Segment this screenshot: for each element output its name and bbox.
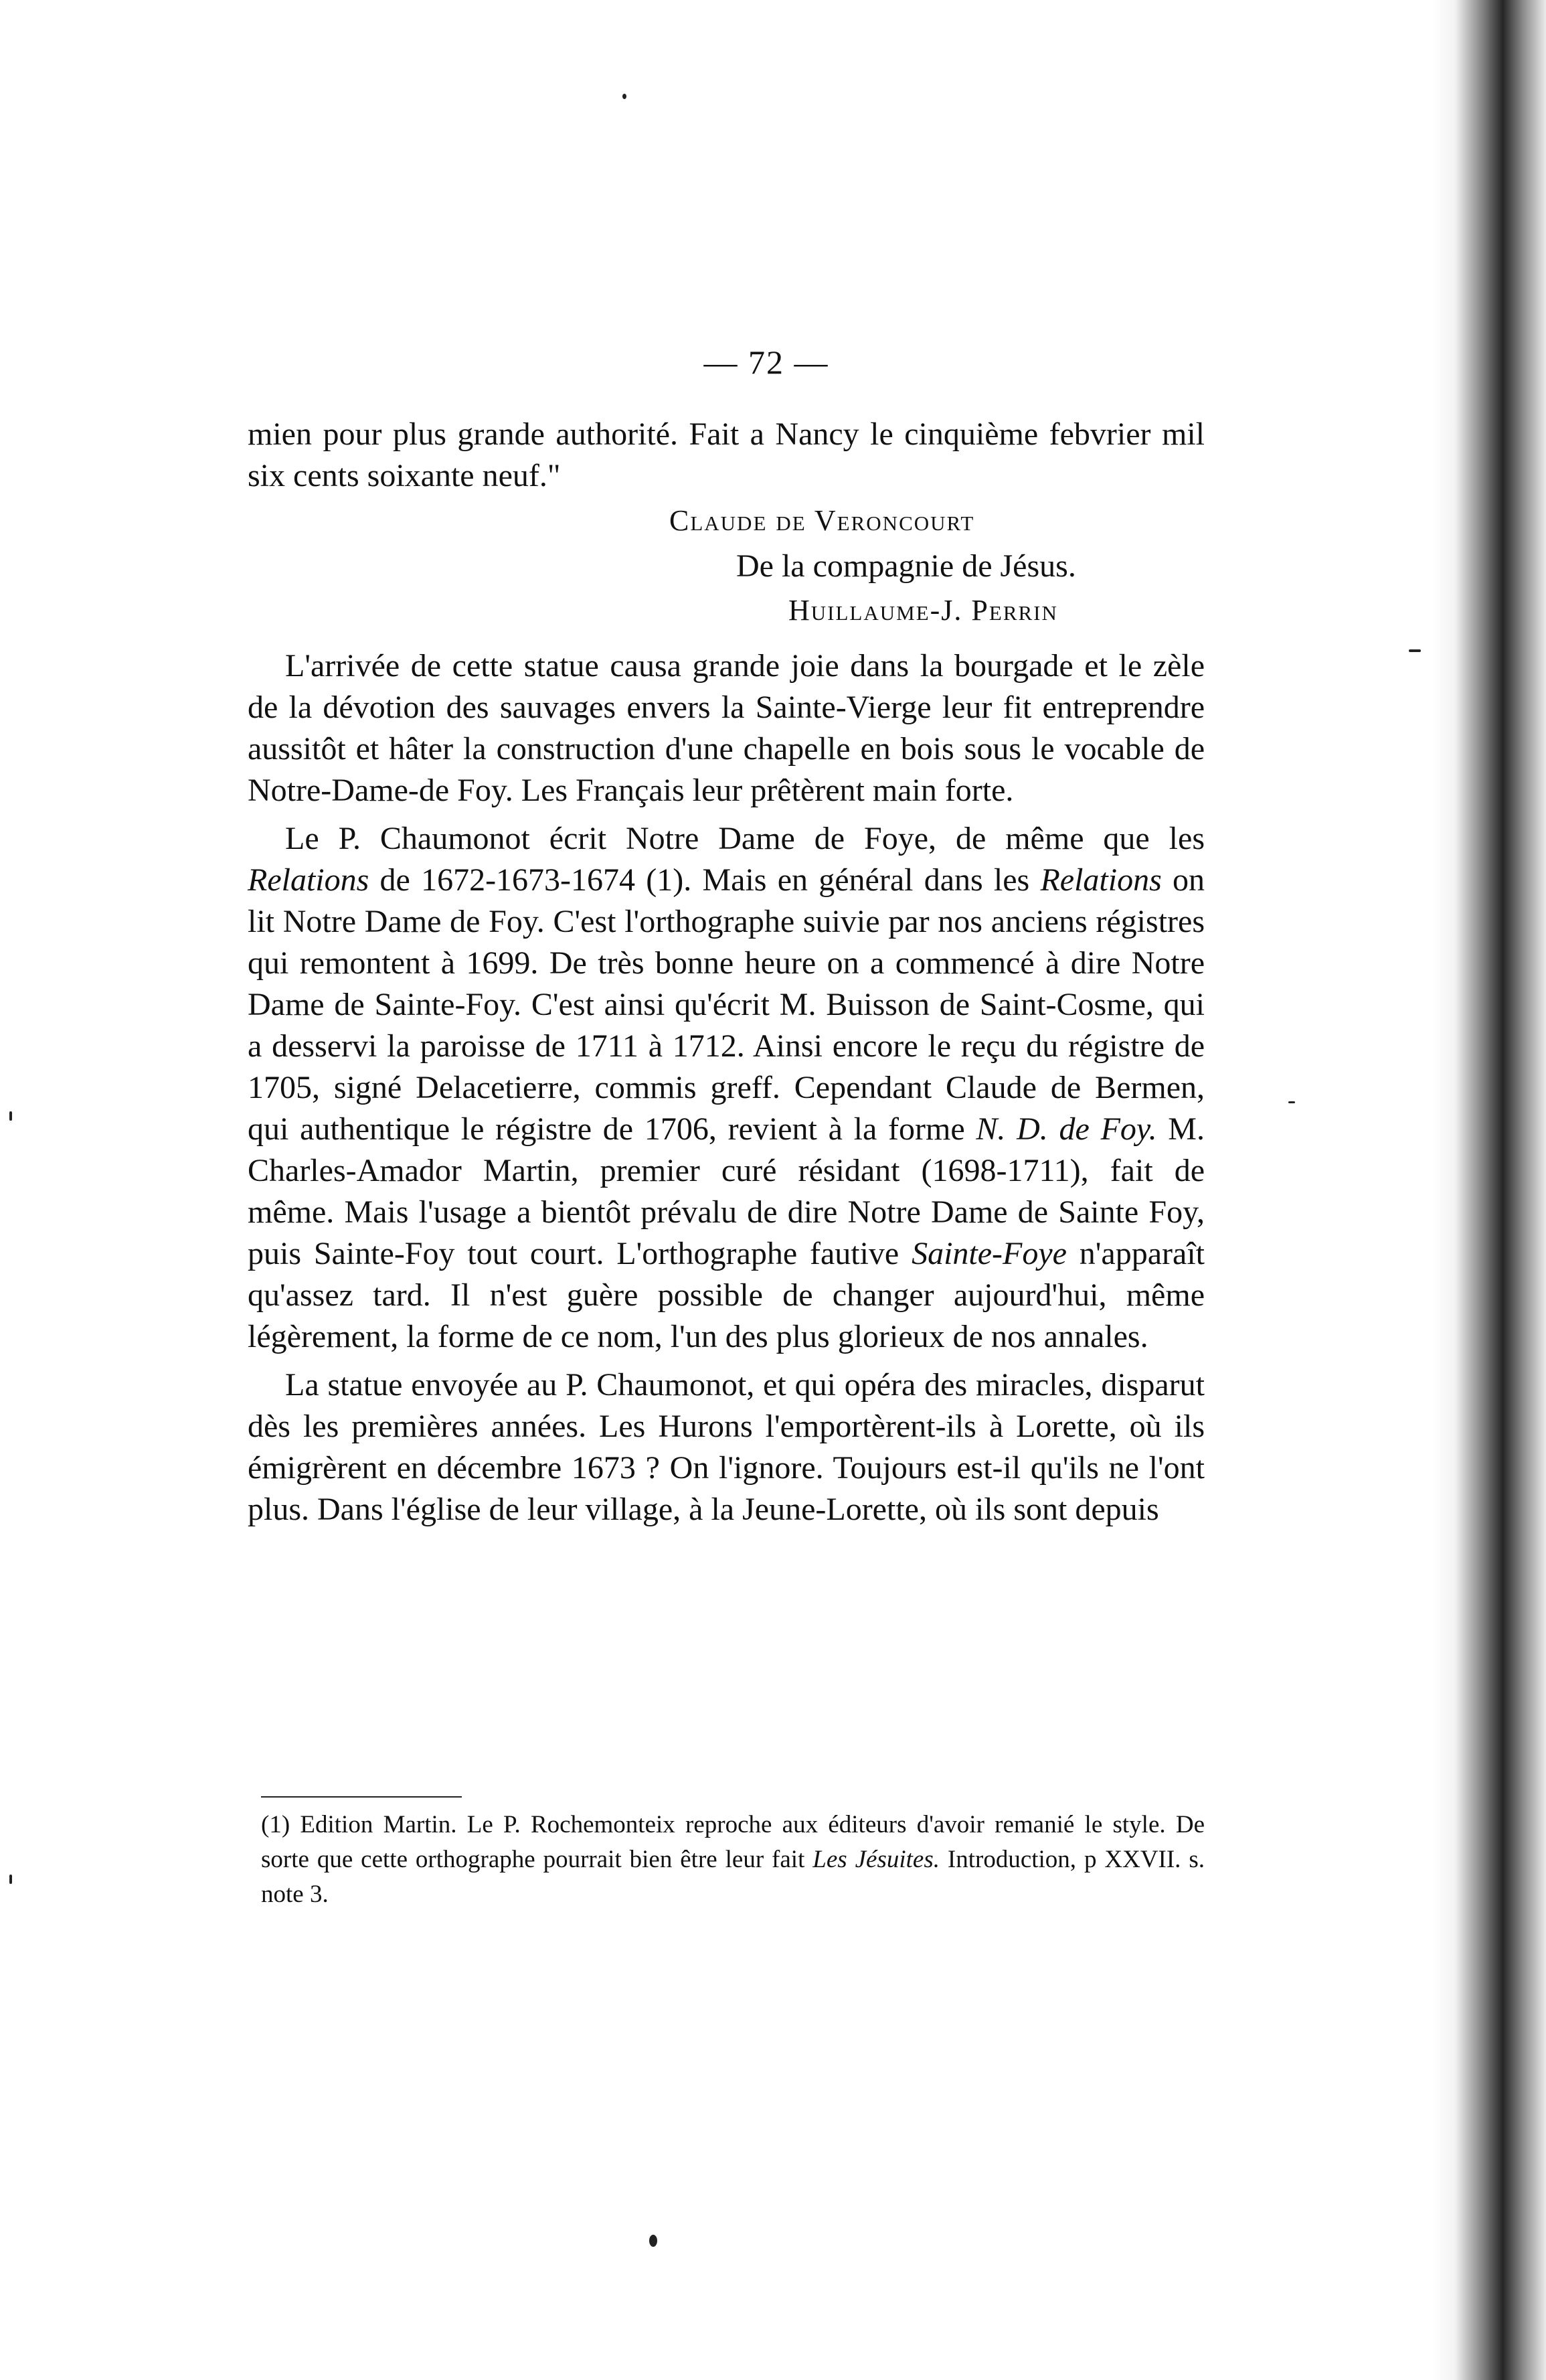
intro-block bbox=[248, 414, 1205, 497]
footnote-text-a: (1) Edition Martin. Le P. Rochemonteix reproche aux éditeurs d'avoir remanié le style. De sorte que cette orthographe pourrait bien être leur fait bbox=[261, 1811, 1205, 1873]
signature-name-2: Huillaume-J. Perrin bbox=[788, 594, 1058, 627]
paragraph-2-text-a: Le P. Chaumonot écrit Notre Dame de Foye, de même que les bbox=[285, 821, 1205, 856]
paragraph-3: La statue envoyée au P. Chaumonot, et qui opéra des miracles, disparut dès les premières années. Les Hurons l'emportèrent-ils à Lorette, où ils émigrèrent en décembre 1673 ? On l'ignore. Toujours est-il qu'ils ne l'ont plus. Dans l'église de leur village, à la Jeune-Lorette, où ils sont depuis bbox=[248, 1367, 1205, 1527]
scan-speck bbox=[649, 2235, 657, 2247]
scan-speck bbox=[1409, 649, 1421, 652]
scan-speck bbox=[9, 1111, 12, 1121]
scan-speck bbox=[622, 94, 626, 99]
scan-speck bbox=[9, 1875, 12, 1884]
paragraph-2-text-d: M. Charles-Amador Martin, premier curé résidant (1698-1711), fait de même. Mais l'usage a bientôt prévalu de dire Notre Dame de Sainte Foy, puis Sainte-Foy tout court. L'orthographe fautive bbox=[248, 1111, 1205, 1271]
paragraph-1: L'arrivée de cette statue causa grande joie dans la bourgade et le zèle de la dévotion des sauvages envers la Sainte-Vierge leur fit entreprendre aussitôt et hâter la construction d'une chapelle en bois sous le vocable de Notre-Dame-de Foy. Les Français leur prêtèrent main forte. bbox=[248, 648, 1205, 808]
page-number: — 72 — bbox=[703, 343, 829, 381]
body-text bbox=[248, 645, 1205, 1530]
paragraph-2-text-e: n'apparaît qu'assez tard. Il n'est guère possible de changer aujourd'hui, même légèrement, la forme de ce nom, l'un des plus glorieux de nos annales. bbox=[248, 1236, 1205, 1354]
relations-title-2: Relations bbox=[1040, 862, 1162, 898]
nd-de-foy-form: N. D. de Foy. bbox=[976, 1111, 1157, 1147]
paragraph-2-text-b: de 1672-1673-1674 (1). Mais en général dans les bbox=[369, 862, 1041, 898]
paragraph-2 bbox=[248, 818, 1205, 1358]
footnote bbox=[261, 1808, 1205, 1912]
relations-title-1: Relations bbox=[248, 862, 369, 898]
paragraph-2-text-c: on lit Notre Dame de Foy. C'est l'orthographe suivie par nos anciens régistres qui remontent à 1699. De très bonne heure on a commencé à dire Notre Dame de Sainte-Foy. C'est ainsi qu'écrit M. Buisson de Saint-Cosme, qui a desservi la paroisse de 1711 à 1712. Ainsi encore le reçu du régistre de 1705, signé Delacetierre, commis greff. Cependant Claude de Bermen, qui authentique le régistre de 1706, revient à la forme bbox=[248, 862, 1205, 1147]
signature-name-1: Claude de Veroncourt bbox=[669, 504, 975, 537]
intro-text: mien pour plus grande authorité. Fait a Nancy le cinquième febvrier mil six cents soixante neuf." bbox=[248, 416, 1205, 493]
signature-affiliation: De la compagnie de Jésus. bbox=[736, 548, 1076, 584]
scan-speck bbox=[1288, 1101, 1295, 1103]
footnote-book-title: Les Jésuites. bbox=[812, 1846, 940, 1873]
footnote-text-b: Introduction, p XXVII. s. note 3. bbox=[261, 1846, 1205, 1908]
footnote-rule bbox=[261, 1796, 462, 1798]
sainte-foye-spelling: Sainte-Foye bbox=[912, 1236, 1067, 1271]
